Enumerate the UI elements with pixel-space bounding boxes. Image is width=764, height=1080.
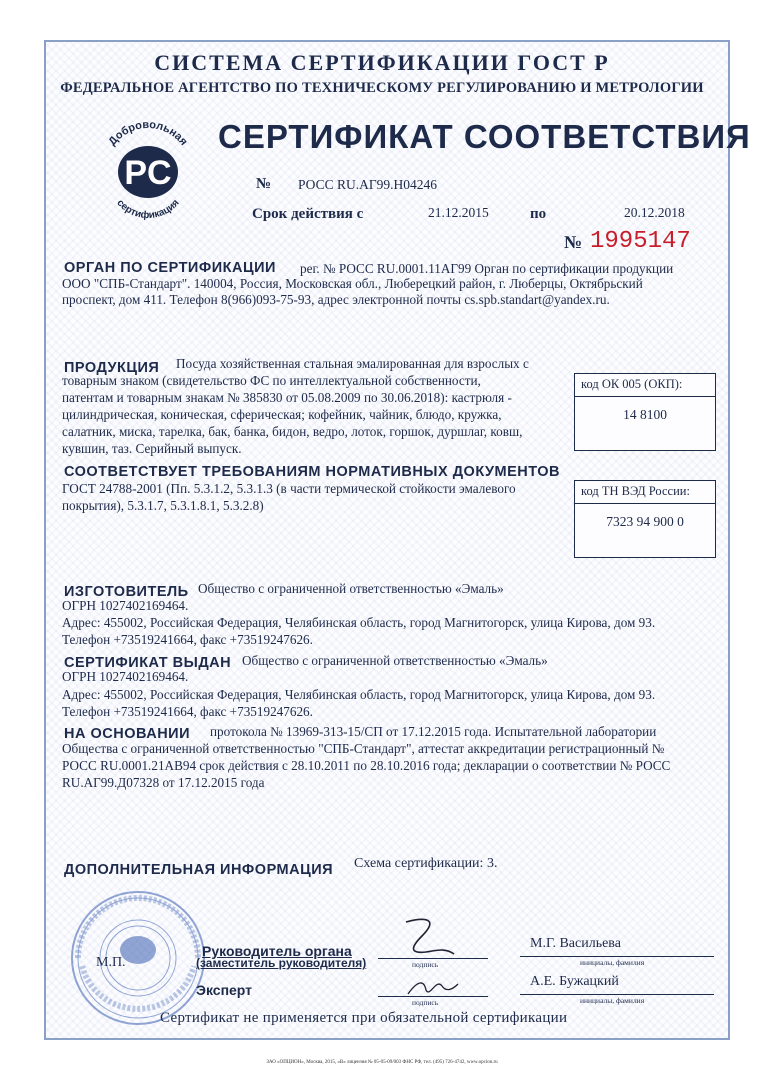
basis-line2: Общества с ограниченной ответственностью "СПБ-Стандарт", аттестат аккредитации регистрационный № [62, 741, 665, 756]
serial-label: № [564, 232, 583, 252]
valid-from: 21.12.2015 [428, 205, 489, 220]
cert-body-line1: рег. № РОСС RU.0001.11АГ99 Орган по сертификации продукции [300, 261, 674, 276]
number-label: № [256, 176, 272, 192]
manufacturer-name: Общество с ограниченной ответственностью «Эмаль» [198, 581, 504, 596]
head-name: М.Г. Васильева [530, 936, 621, 951]
product-line6: кувшин, таз. Серийный выпуск. [62, 441, 242, 456]
requirements-line1: ГОСТ 24788-2001 (Пп. 5.3.1.2, 5.3.1.3 (в части термической стойкости эмалевого [62, 481, 516, 496]
okp-code-box [574, 373, 716, 451]
basis-line4: RU.АГ99.Д07328 от 17.12.2015 года [62, 775, 265, 790]
agency-title: ФЕДЕРАЛЬНОЕ АГЕНТСТВО ПО ТЕХНИЧЕСКОМУ РЕГУЛИРОВАНИЮ И МЕТРОЛОГИИ [60, 80, 704, 96]
manufacturer-ogrn: ОГРН 1027402169464. [62, 598, 189, 613]
system-title: СИСТЕМА СЕРТИФИКАЦИИ ГОСТ Р [154, 50, 610, 75]
print-info: ЗАО «ОПЦИОН», Москва, 2015, «В» лицензия № 05-05-09/003 ФНС РФ, тел. (495) 726-4742, www.opcion.ru [266, 1060, 498, 1065]
okp-value: 14 8100 [623, 407, 667, 422]
basis-line3: РОСС RU.0001.21АВ94 срок действия с 28.10.2011 по 28.10.2016 года; декларации о соответствии № РОСС [62, 758, 671, 773]
issued-to-ogrn: ОГРН 1027402169464. [62, 669, 189, 684]
product-label: ПРОДУКЦИЯ [64, 360, 160, 376]
additional-info-label: ДОПОЛНИТЕЛЬНАЯ ИНФОРМАЦИЯ [64, 862, 334, 878]
tnved-label: код ТН ВЭД России: [575, 481, 715, 504]
tnved-value: 7323 94 900 0 [606, 514, 684, 529]
head-label: Руководитель органа [202, 943, 352, 959]
basis-line1: протокола № 13969-313-15/СП от 17.12.2015 года. Испытательной лаборатории [210, 724, 657, 739]
product-line3: патентам и товарным знакам № 385830 от 05.08.2009 по 30.06.2018): кастрюля - [62, 390, 512, 405]
logo-mark: PC [124, 154, 172, 192]
basis-label: НА ОСНОВАНИИ [64, 726, 191, 742]
additional-info-value: Схема сертификации: 3. [354, 856, 498, 871]
cert-body-label: ОРГАН ПО СЕРТИФИКАЦИИ [64, 260, 276, 276]
cert-body-line3: проспект, дом 411. Телефон 8(966)093-75-93, адрес электронной почты cs.spb.standart@yandex.ru. [62, 292, 610, 307]
manufacturer-label: ИЗГОТОВИТЕЛЬ [64, 584, 189, 600]
deputy-label: (заместитель руководителя) [196, 956, 367, 970]
issued-to-name: Общество с ограниченной ответственностью «Эмаль» [242, 653, 548, 668]
serial-number: 1995147 [590, 228, 691, 255]
manufacturer-phone: Телефон +73519241664, факс +73519247626. [62, 632, 313, 647]
requirements-label: СООТВЕТСТВУЕТ ТРЕБОВАНИЯМ НОРМАТИВНЫХ ДОКУМЕНТОВ [64, 464, 561, 480]
expert-sign-caption: подпись [412, 998, 439, 1007]
expert-label: Эксперт [196, 982, 253, 998]
manufacturer-address: Адрес: 455002, Российская Федерация, Челябинская область, город Магнитогорск, улица Кирова, дом 93. [62, 615, 656, 630]
issued-to-phone: Телефон +73519241664, факс +73519247626. [62, 704, 313, 719]
product-line1: Посуда хозяйственная стальная эмалированная для взрослых с [176, 356, 529, 371]
head-sign-caption: подпись [412, 960, 439, 969]
okp-label: код ОК 005 (ОКП): [575, 374, 715, 397]
validity-label: Срок действия с [252, 206, 364, 222]
logo-bottom-text: сертификация [114, 197, 182, 222]
valid-to: 20.12.2018 [624, 205, 685, 220]
head-signature [398, 914, 458, 967]
head-initials-caption: инициалы, фамилия [580, 958, 645, 967]
issued-to-address: Адрес: 455002, Российская Федерация, Челябинская область, город Магнитогорск, улица Кирова, дом 93. [62, 687, 656, 702]
issued-to-label: СЕРТИФИКАТ ВЫДАН [64, 655, 232, 671]
expert-signature [402, 974, 462, 1005]
tnved-code-box [574, 480, 716, 558]
voluntary-certification-logo [92, 112, 204, 224]
to-label: по [530, 206, 547, 222]
organ-stamp [68, 888, 208, 1028]
svg-text:Добровольная [106, 119, 189, 148]
expert-initials-caption: инициалы, фамилия [580, 996, 645, 1005]
cert-body-line2: ООО "СПБ-Стандарт". 140004, Россия, Московская обл., Люберецкий район, г. Люберцы, Октябрьский [62, 276, 643, 291]
logo-top-text: Добровольная [106, 118, 190, 148]
footer-note: Сертификат не применяется при обязательной сертификации [160, 1010, 568, 1026]
certificate-title: СЕРТИФИКАТ СООТВЕТСТВИЯ [218, 118, 751, 155]
mp-mark: М.П. [96, 955, 126, 970]
product-line2: товарным знаком (свидетельство ФС по интеллектуальной собственности, [62, 373, 481, 388]
certificate-number: РОСС RU.АГ99.Н04246 [298, 177, 438, 192]
svg-text:сертификация [114, 197, 181, 221]
expert-name: А.Е. Бужацкий [530, 974, 619, 989]
requirements-line2: покрытия), 5.3.1.7, 5.3.1.8.1, 5.3.2.8) [62, 498, 264, 513]
expert-name-line [520, 994, 714, 995]
product-line4: цилиндрическая, коническая, сферическая; кофейник, чайник, блюдо, кружка, [62, 407, 502, 422]
product-line5: салатник, миска, тарелка, бак, банка, бидон, ведро, лоток, горшок, дуршлаг, ковш, [62, 424, 523, 439]
head-name-line [520, 956, 714, 957]
